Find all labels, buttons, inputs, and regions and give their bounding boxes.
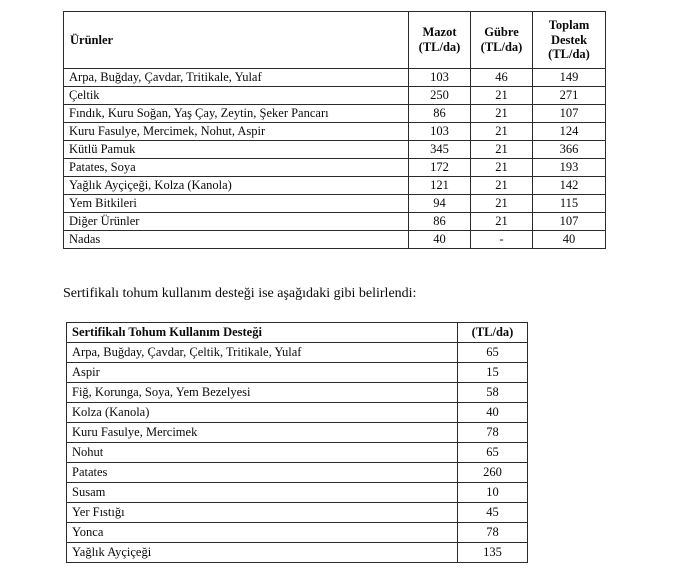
table-header-row (64, 12, 606, 69)
table-row (67, 443, 528, 463)
cell-gubre: 21 (471, 177, 533, 195)
table-row (67, 483, 528, 503)
column-header-gubre-unit: (TL/da) (480, 40, 523, 54)
cell-gubre: 21 (471, 123, 533, 141)
table-row (67, 543, 528, 563)
table-row (67, 523, 528, 543)
cell-mazot: 86 (409, 105, 471, 123)
agricultural-support-table (63, 11, 606, 249)
table-row (64, 177, 606, 195)
cell-gubre: - (471, 231, 533, 249)
column-header-seed-name: Sertifikalı Tohum Kullanım Desteği (67, 323, 458, 343)
support-table-body (64, 69, 606, 249)
cell-product: Çeltik (64, 87, 409, 105)
cell-mazot: 94 (409, 195, 471, 213)
cell-seed-value: 78 (458, 423, 528, 443)
cell-product: Yağlık Ayçiçeği, Kolza (Kanola) (64, 177, 409, 195)
cell-mazot: 40 (409, 231, 471, 249)
cell-product: Nadas (64, 231, 409, 249)
cell-seed-name: Kolza (Kanola) (67, 403, 458, 423)
cell-mazot: 172 (409, 159, 471, 177)
cell-seed-value: 65 (458, 343, 528, 363)
cell-toplam: 124 (533, 123, 606, 141)
cell-mazot: 86 (409, 213, 471, 231)
certified-seed-support-table (66, 322, 528, 563)
column-header-mazot-unit: (TL/da) (418, 40, 461, 54)
cell-mazot: 250 (409, 87, 471, 105)
column-header-toplam-line1: Toplam (548, 17, 590, 32)
cell-seed-value: 10 (458, 483, 528, 503)
table-row (64, 69, 606, 87)
cell-seed-value: 45 (458, 503, 528, 523)
table-header-row (67, 323, 528, 343)
cell-gubre: 21 (471, 141, 533, 159)
table-row (64, 105, 606, 123)
column-header-seed-unit: (TL/da) (458, 323, 528, 343)
cell-seed-name: Yağlık Ayçiçeği (67, 543, 458, 563)
table-row (64, 195, 606, 213)
cell-gubre: 21 (471, 159, 533, 177)
cell-seed-name: Yer Fıstığı (67, 503, 458, 523)
table-row (67, 423, 528, 443)
table-row (64, 213, 606, 231)
cell-seed-name: Kuru Fasulye, Mercimek (67, 423, 458, 443)
cell-gubre: 21 (471, 105, 533, 123)
cell-product: Kuru Fasulye, Mercimek, Nohut, Aspir (64, 123, 409, 141)
cell-seed-name: Susam (67, 483, 458, 503)
cell-gubre: 21 (471, 213, 533, 231)
support-table-header (64, 12, 606, 69)
cell-seed-name: Arpa, Buğday, Çavdar, Çeltik, Tritikale, Yulaf (67, 343, 458, 363)
seed-table-body (67, 343, 528, 563)
table-row (67, 343, 528, 363)
column-header-mazot-title: Mazot (422, 25, 457, 40)
cell-seed-name: Aspir (67, 363, 458, 383)
column-header-products: Ürünler (64, 12, 409, 69)
cell-seed-name: Fiğ, Korunga, Soya, Yem Bezelyesi (67, 383, 458, 403)
seed-table-header (67, 323, 528, 343)
cell-seed-value: 58 (458, 383, 528, 403)
table-row (64, 87, 606, 105)
cell-seed-name: Yonca (67, 523, 458, 543)
cell-seed-name: Patates (67, 463, 458, 483)
cell-toplam: 40 (533, 231, 606, 249)
cell-seed-value: 15 (458, 363, 528, 383)
column-header-toplam-line2: Destek (550, 32, 588, 47)
cell-mazot: 345 (409, 141, 471, 159)
cell-product: Arpa, Buğday, Çavdar, Tritikale, Yulaf (64, 69, 409, 87)
cell-mazot: 103 (409, 69, 471, 87)
cell-toplam: 142 (533, 177, 606, 195)
cell-gubre: 21 (471, 87, 533, 105)
cell-mazot: 121 (409, 177, 471, 195)
cell-toplam: 271 (533, 87, 606, 105)
cell-toplam: 107 (533, 105, 606, 123)
cell-toplam: 149 (533, 69, 606, 87)
table-row (67, 503, 528, 523)
column-header-gubre-title: Gübre (484, 25, 519, 40)
column-header-gubre (471, 12, 533, 69)
cell-gubre: 46 (471, 69, 533, 87)
table-row (64, 231, 606, 249)
column-header-toplam-unit: (TL/da) (548, 47, 590, 62)
column-header-toplam-destek (533, 12, 606, 69)
table-row (67, 363, 528, 383)
cell-product: Kütlü Pamuk (64, 141, 409, 159)
table-row (64, 159, 606, 177)
cell-seed-value: 78 (458, 523, 528, 543)
table-row (67, 383, 528, 403)
cell-product: Patates, Soya (64, 159, 409, 177)
cell-seed-value: 260 (458, 463, 528, 483)
cell-product: Fındık, Kuru Soğan, Yaş Çay, Zeytin, Şeker Pancarı (64, 105, 409, 123)
cell-toplam: 366 (533, 141, 606, 159)
column-header-mazot (409, 12, 471, 69)
intro-paragraph: Sertifikalı tohum kullanım desteği ise aşağıdaki gibi belirlendi: (63, 286, 417, 301)
cell-seed-name: Nohut (67, 443, 458, 463)
table-row (64, 141, 606, 159)
table-row (67, 403, 528, 423)
cell-toplam: 107 (533, 213, 606, 231)
cell-product: Yem Bitkileri (64, 195, 409, 213)
cell-seed-value: 65 (458, 443, 528, 463)
cell-gubre: 21 (471, 195, 533, 213)
cell-seed-value: 40 (458, 403, 528, 423)
cell-toplam: 115 (533, 195, 606, 213)
cell-seed-value: 135 (458, 543, 528, 563)
cell-toplam: 193 (533, 159, 606, 177)
cell-mazot: 103 (409, 123, 471, 141)
table-row (67, 463, 528, 483)
cell-product: Diğer Ürünler (64, 213, 409, 231)
table-row (64, 123, 606, 141)
